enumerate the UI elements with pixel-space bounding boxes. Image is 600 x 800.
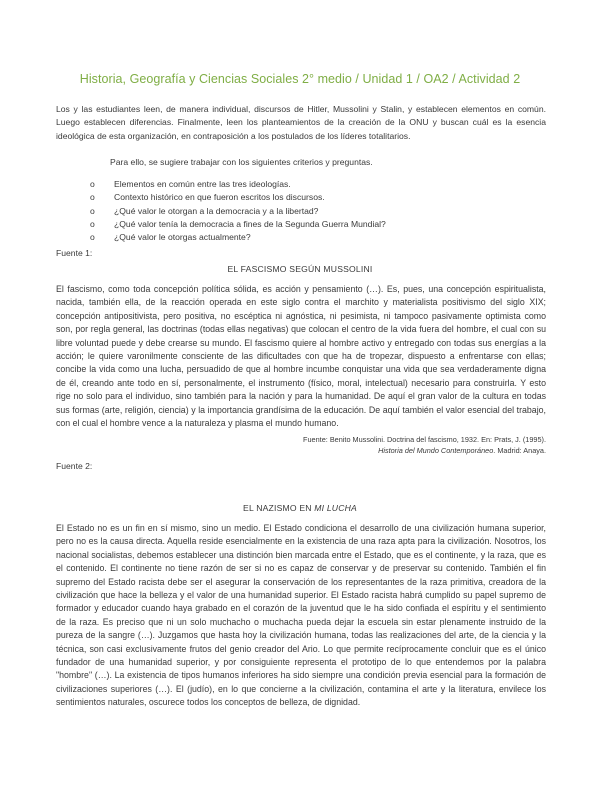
source-1-citation: [186, 434, 546, 456]
source-2-heading: [0, 503, 600, 513]
source-2-text: El Estado no es un fin en sí mismo, sino un medio. El Estado condiciona el desarrollo de una civilización humana superior, pero no es la causa directa. Aquella reside esencialmente en la existencia de una raza apta para la civilización. Nosotros, los nacional socialistas, debemos establecer una distinción bien marcada entre el Estado, que es el continente, y la raza, que es el contenido. El continente no tiene razón de ser si no es capaz de conservar y de preservar su contenido. También el fin supremo del Estado racista debe ser el asegurar la conservación de los representantes de la raza primitiva, creadora de la civilización que hace la belleza y el valor de una humanidad superior. El Estado racista habrá cumplido su papel supremo de formador y educador cuando haya grabado en el corazón de la juventud que le ha sido confiada el espíritu y el sentimiento de la raza. Es preciso que ni un solo muchacho o muchacha pueda dejar la escuela sin estar plenamente instruido de la pureza de la sangre (…). Juzgamos que hasta hoy la civilización humana, todas las realizaciones del arte, de la ciencia y la técnica, son casi exclusivamente frutos del genio creador del Ario. Lo que permite recíprocamente concluir que es el único fundador de una humanidad superior, y por consiguiente representa el prototipo de lo que entendemos por la palabra "hombre" (…). La existencia de tipos humanos inferiores ha sido siempre una condición previa esencial para la formación de civilizaciones superiores (…). El (judío), en lo que concierne a la civilización, contamina el arte y la literatura, envilece los sentimientos naturales, oscurece todos los conceptos de belleza, de dignidad.: [56, 523, 546, 708]
page-title: Historia, Geografía y Ciencias Sociales 2° medio / Unidad 1 / OA2 / Actividad 2: [79, 72, 521, 86]
source-2-heading-prefix: EL NAZISMO EN: [243, 503, 315, 513]
intro-paragraph: Los y las estudiantes leen, de manera individual, discursos de Hitler, Mussolini y Stalin, y establecen elementos en común. Luego establecen diferencias. Finalmente, leen los planteamientos de la creación de la ONU y buscan cuál es la esencia ideológica de esta organización, en contraposición a los postulados de los líderes totalitarios.: [56, 104, 546, 141]
list-item: o Contexto histórico en que fueron escritos los discursos.: [90, 191, 386, 204]
criteria-lead: Para ello, se sugiere trabajar con los siguientes criterios y preguntas.: [110, 157, 373, 167]
list-item: o ¿Qué valor tenía la democracia a fines de la Segunda Guerra Mundial?: [90, 218, 386, 231]
source-1-text: El fascismo, como toda concepción política sólida, es acción y pensamiento (…). Es, pues, una concepción espiritualista, nacida, también ella, de la reacción operada en este siglo contra el marchito y materialista positivismo del siglo XIX; concepción antipositivista, pero positiva, no escéptica ni agnóstica, ni pesimista, ni tampoco pasivamente optimista como son, por regla general, las doctrinas (todas ellas negativas) que colocan el centro de la vida fuera del hombre, el cual con su libre voluntad puede y debe crearse su mundo. El fascismo quiere al hombre activo y entregado con todas sus energías a la acción; le quiere varonilmente consciente de las dificultades con que ha de tropezar, dispuesto a enfrentarse con ellas; concibe la vida como una lucha, persuadido de que al hombre incumbe conquistar una vida que sea verdaderamente digna de él, creando ante todo en sí, personalmente, el instrumento (físico, moral, intelectual) necesario para construirla. Y esto rige no solo para el individuo, sino también para la nación y para la humanidad. De aquí el gran valor de la cultura en todas sus formas (arte, religión, ciencia) y la importancia grandísima de la educación. De aquí también el valor esencial del trabajo, con el cual el hombre vence a la naturaleza y plasma el mundo humano.: [56, 284, 546, 429]
list-item: o ¿Qué valor le otorgan a la democracia y a la libertad?: [90, 205, 386, 218]
citation-book-title: Historia del Mundo Contemporáneo: [378, 446, 494, 456]
list-item: o ¿Qué valor le otorgas actualmente?: [90, 231, 386, 244]
source-2-label: Fuente 2:: [56, 461, 93, 471]
criteria-list: [90, 178, 386, 244]
citation-main: Fuente: Benito Mussolini. Doctrina del fascismo, 1932. En: Prats, J. (1995).: [303, 435, 546, 444]
source-1-heading: EL FASCISMO SEGÚN MUSSOLINI: [227, 264, 373, 274]
citation-publisher: . Madrid: Anaya.: [493, 446, 546, 456]
source-2-heading-book: MI LUCHA: [314, 503, 357, 513]
source-1-label: Fuente 1:: [56, 248, 93, 258]
list-item: o Elementos en común entre las tres ideologías.: [90, 178, 386, 191]
